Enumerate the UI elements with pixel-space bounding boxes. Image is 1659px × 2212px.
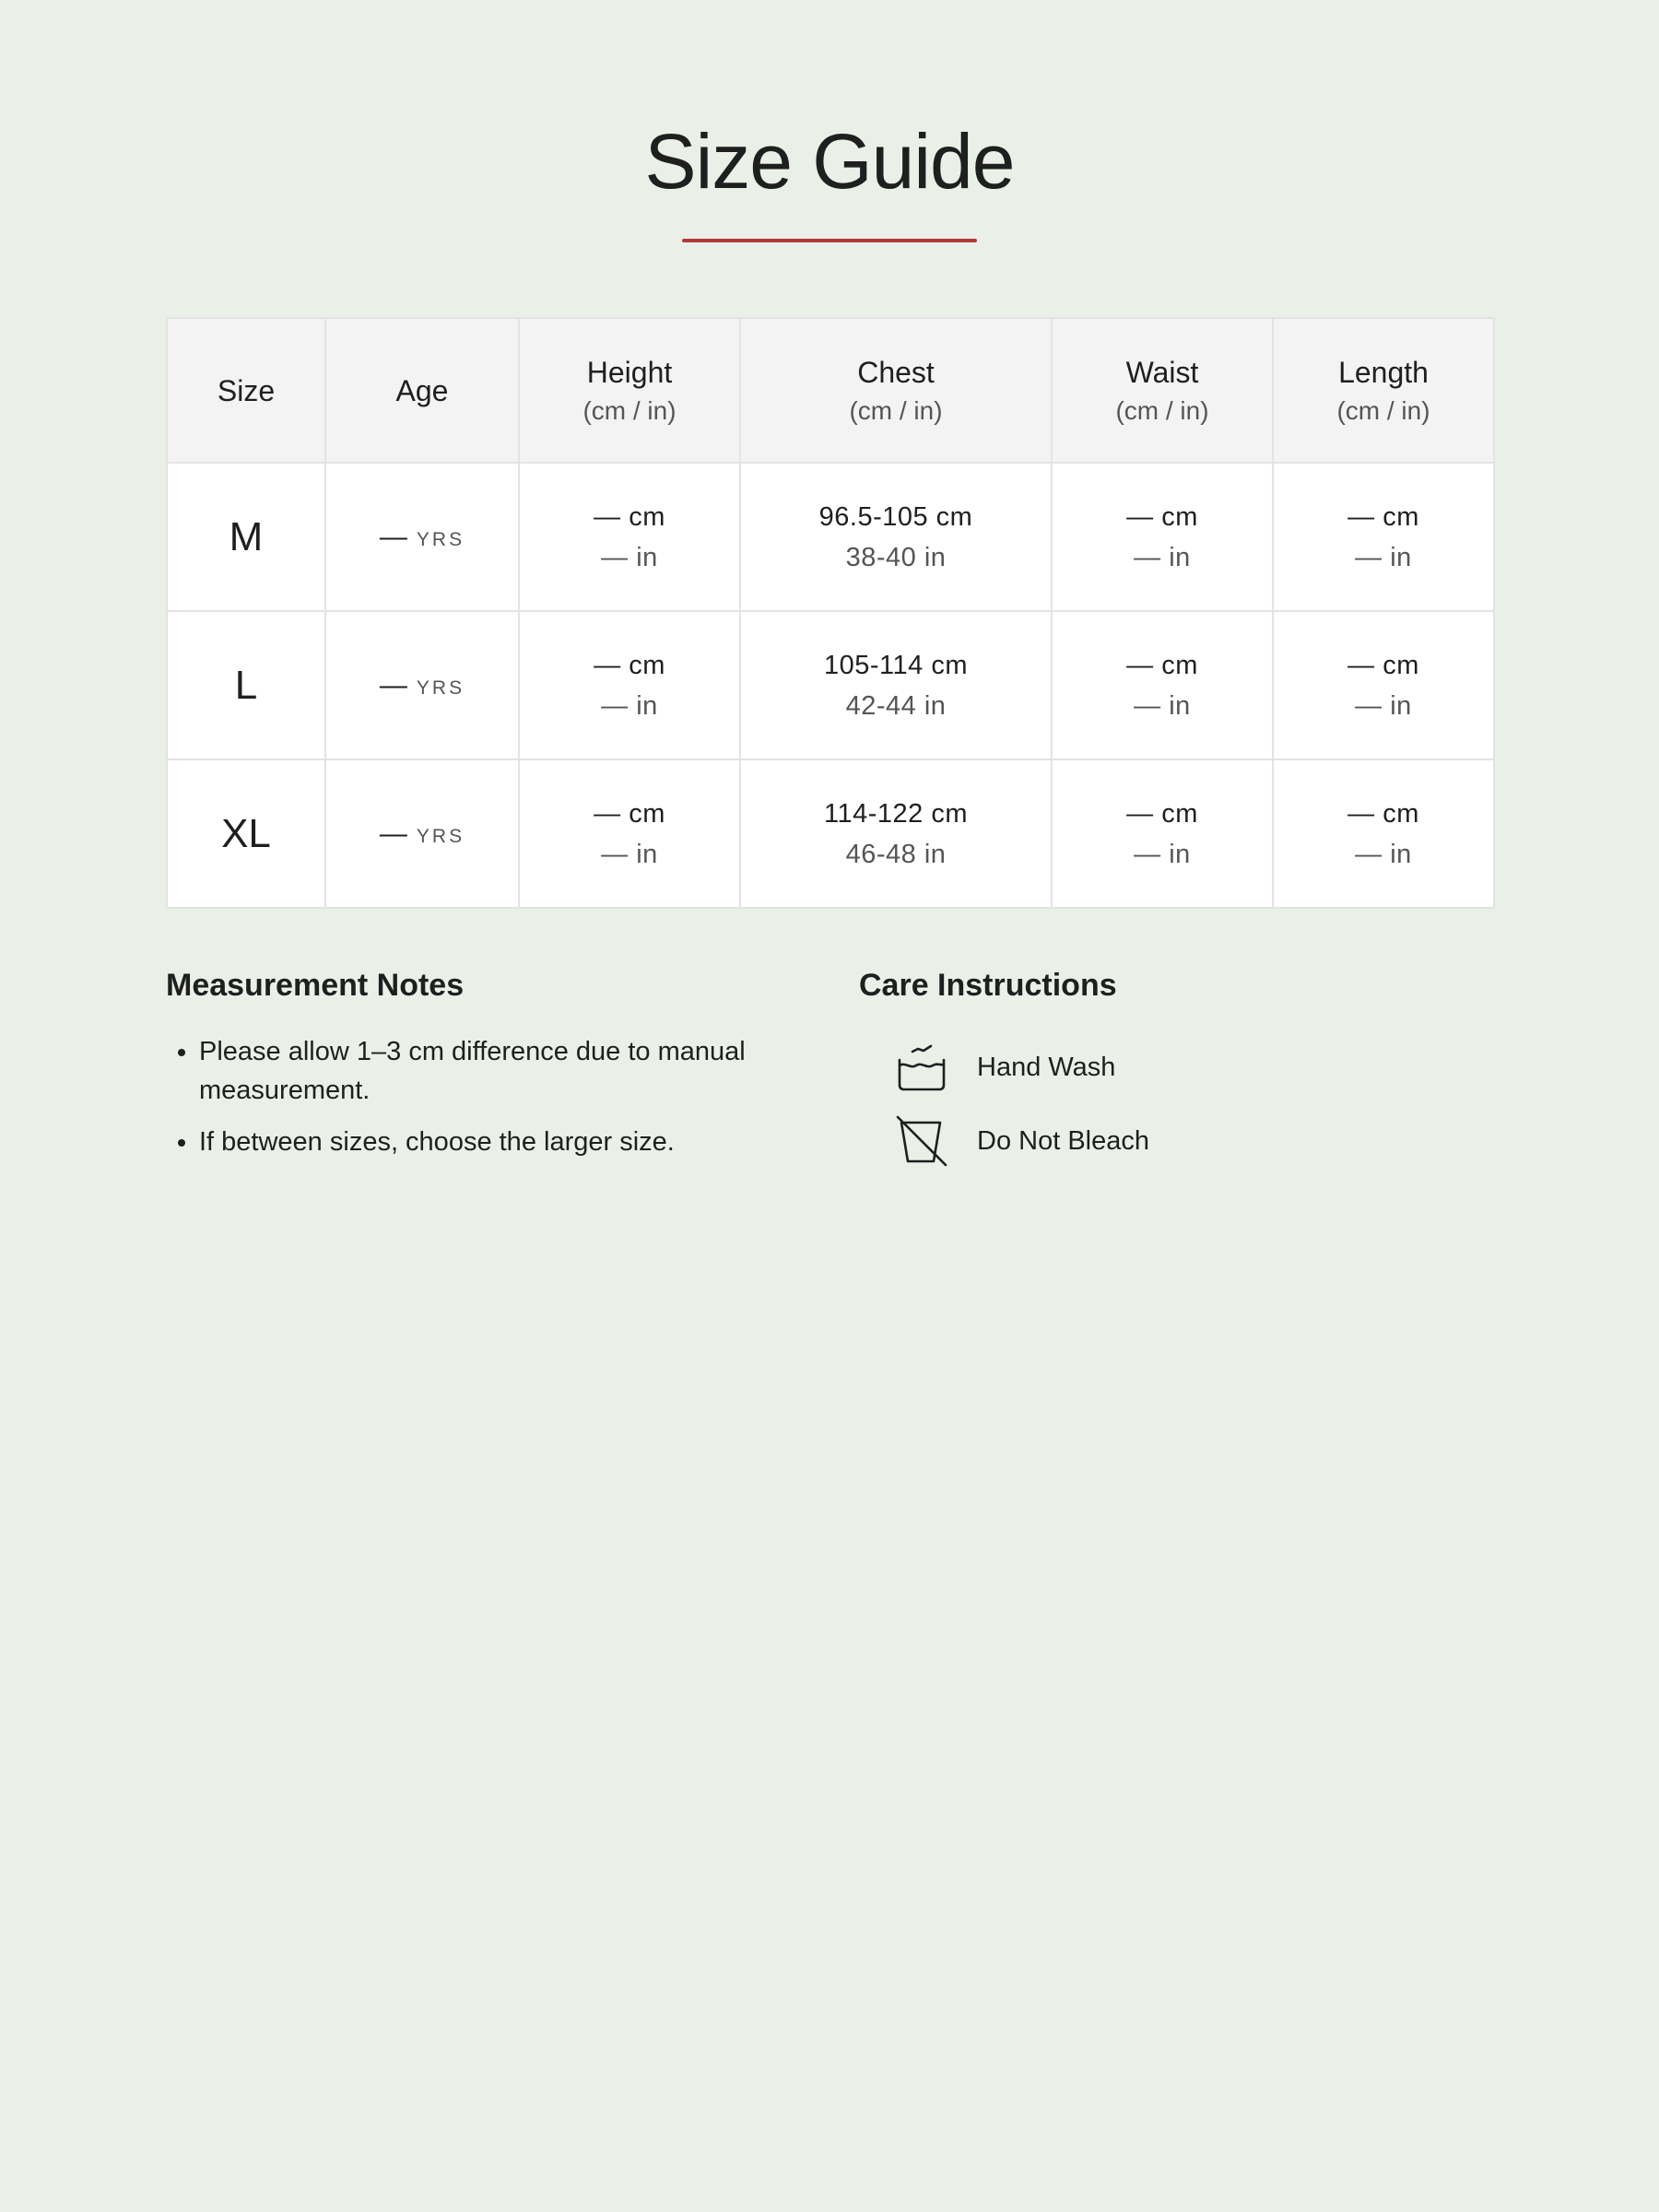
age-cell: — YRS bbox=[325, 611, 519, 759]
height-cell: — cm — in bbox=[519, 463, 740, 611]
column-header-size: Size bbox=[167, 318, 325, 463]
care-instructions-title: Care Instructions bbox=[859, 968, 1117, 1003]
chest-cell: 105-114 cm 42-44 in bbox=[740, 611, 1052, 759]
column-header-waist: Waist (cm / in) bbox=[1052, 318, 1273, 463]
title-underline bbox=[682, 239, 977, 242]
chest-cell: 114-122 cm 46-48 in bbox=[740, 759, 1052, 908]
care-label: Do Not Bleach bbox=[977, 1125, 1149, 1156]
column-header-height: Height (cm / in) bbox=[519, 318, 740, 463]
table-row bbox=[167, 463, 1494, 611]
height-cell: — cm — in bbox=[519, 611, 740, 759]
waist-cell: — cm — in bbox=[1052, 611, 1273, 759]
waist-cell: — cm — in bbox=[1052, 759, 1273, 908]
care-instructions-list bbox=[896, 1040, 1149, 1187]
measurement-notes-list bbox=[166, 1032, 835, 1174]
age-cell: — YRS bbox=[325, 463, 519, 611]
length-cell: — cm — in bbox=[1273, 463, 1494, 611]
table-header-row bbox=[167, 318, 1494, 463]
care-label: Hand Wash bbox=[977, 1052, 1116, 1082]
page-title: Size Guide bbox=[644, 118, 1015, 205]
table-row bbox=[167, 611, 1494, 759]
size-cell: XL bbox=[167, 759, 325, 908]
column-header-age: Age bbox=[325, 318, 519, 463]
table-row bbox=[167, 759, 1494, 908]
care-item-hand-wash bbox=[896, 1040, 1149, 1095]
age-cell: — YRS bbox=[325, 759, 519, 908]
size-cell: L bbox=[167, 611, 325, 759]
size-cell: M bbox=[167, 463, 325, 611]
height-cell: — cm — in bbox=[519, 759, 740, 908]
size-table bbox=[166, 317, 1495, 909]
list-item: • Please allow 1–3 cm difference due to manual measurement. bbox=[199, 1032, 835, 1110]
length-cell: — cm — in bbox=[1273, 759, 1494, 908]
length-cell: — cm — in bbox=[1273, 611, 1494, 759]
care-item-do-not-bleach bbox=[896, 1113, 1149, 1169]
column-header-length: Length (cm / in) bbox=[1273, 318, 1494, 463]
hand-wash-icon bbox=[896, 1041, 947, 1093]
waist-cell: — cm — in bbox=[1052, 463, 1273, 611]
measurement-notes-title: Measurement Notes bbox=[166, 968, 465, 1003]
column-header-chest: Chest (cm / in) bbox=[740, 318, 1052, 463]
list-item: • If between sizes, choose the larger size. bbox=[199, 1123, 835, 1161]
do-not-bleach-icon bbox=[896, 1115, 947, 1167]
chest-cell: 96.5-105 cm 38-40 in bbox=[740, 463, 1052, 611]
